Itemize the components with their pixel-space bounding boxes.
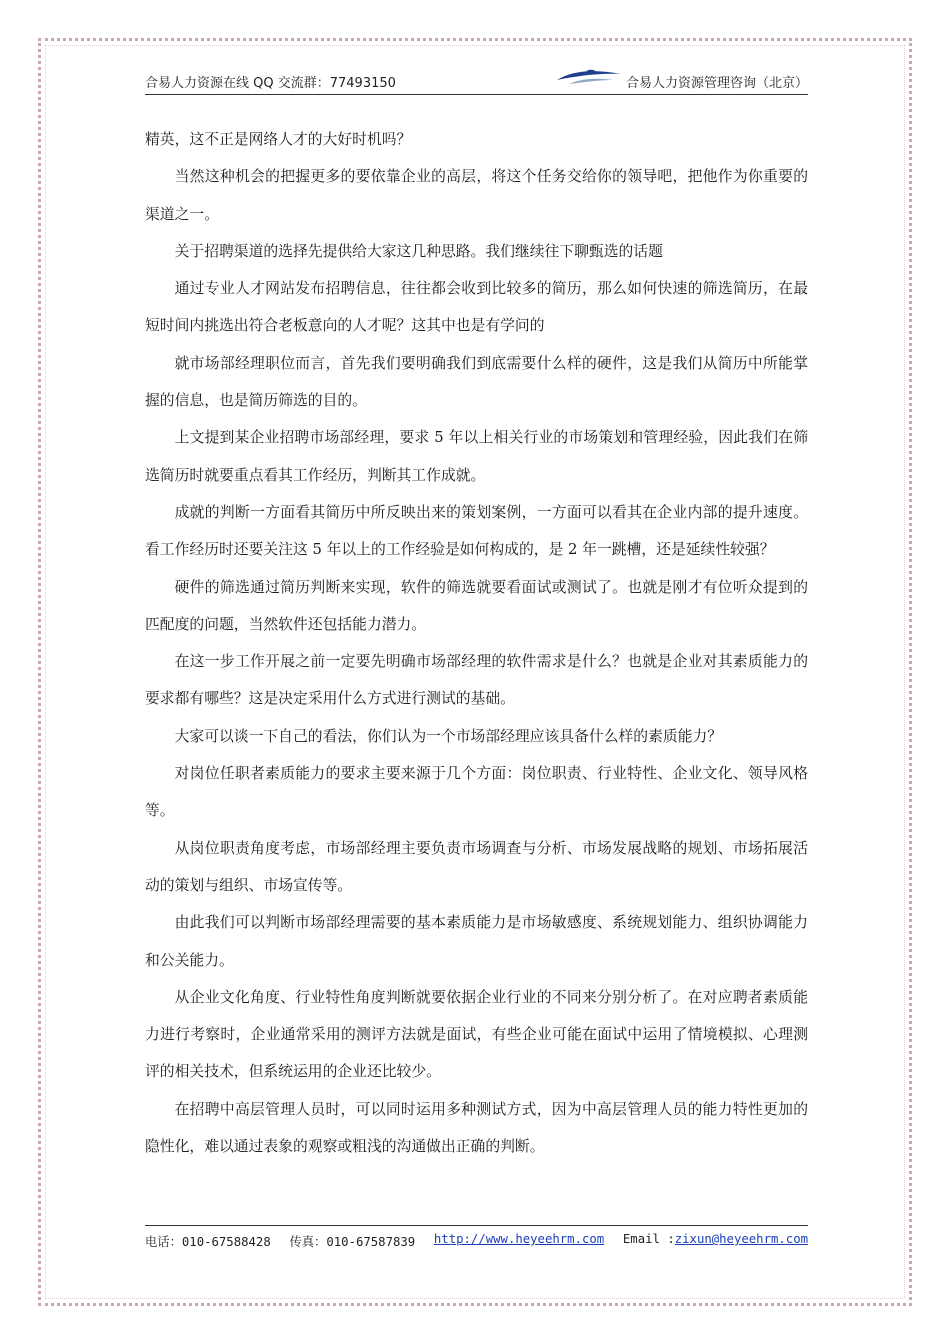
page-footer: [145, 1225, 808, 1250]
paragraph: 关于招聘渠道的选择先提供给大家这几种思路。我们继续往下聊甄选的话题: [174, 242, 663, 260]
paragraph: 成就的判断一方面看其简历中所反映出来的策划案例，一方面可以看其在企业内部的提升速度。看工作经历时还要关注这 5 年以上的工作经验是如何构成的，是 2 年一跳槽，还是延续性较强？: [145, 503, 808, 559]
paragraph: 由此我们可以判断市场部经理需要的基本素质能力是市场敏感度、系统规划能力、组织协调能力和公关能力。: [145, 914, 808, 969]
swoosh-logo-icon: [555, 66, 625, 90]
footer-fax: 传真：010-67587839: [289, 1235, 416, 1249]
paragraph: 从岗位职责角度考虑，市场部经理主要负责市场调查与分析、市场发展战略的规划、市场拓展活动的策划与组织、市场宣传等。: [145, 839, 808, 894]
paragraph: 精英，这不正是网络人才的大好时机吗？: [145, 131, 412, 148]
header-company-name: 合易人力资源管理咨询（北京）: [625, 76, 808, 91]
footer-phone: 电话：010-67588428: [145, 1235, 271, 1249]
footer-email-link[interactable]: zixun@heyeehrm.com: [674, 1232, 808, 1246]
paragraph: 在这一步工作开展之前一定要先明确市场部经理的软件需求是什么？也就是企业对其素质能力的要求都有哪些？这是决定采用什么方式进行测试的基础。: [145, 653, 808, 708]
paragraph: 对岗位任职者素质能力的要求主要来源于几个方面：岗位职责、行业特性、企业文化、领导风格等。: [145, 765, 808, 820]
paragraph: 当然这种机会的把握更多的要依靠企业的高层，将这个任务交给你的领导吧，把他作为你重要的渠道之一。: [145, 168, 808, 223]
footer-email-label: Email :: [622, 1232, 675, 1246]
header-qq-group: 合易人力资源在线 QQ 交流群：77493150: [145, 76, 396, 91]
footer-email: [623, 1232, 808, 1250]
paragraph: 通过专业人才网站发布招聘信息，往往都会收到比较多的简历，那么如何快速的筛选简历，在最短时间内挑选出符合老板意向的人才呢？这其中也是有学问的: [145, 280, 808, 335]
footer-website-link[interactable]: http://www.heyeehrm.com: [433, 1232, 605, 1246]
paragraph: 大家可以谈一下自己的看法，你们认为一个市场部经理应该具备什么样的素质能力？: [174, 727, 723, 745]
page-header: [145, 64, 808, 95]
paragraph: 在招聘中高层管理人员时，可以同时运用多种测试方式，因为中高层管理人员的能力特性更加的隐性化，难以通过表象的观察或粗浅的沟通做出正确的判断。: [145, 1100, 808, 1156]
paragraph: 从企业文化角度、行业特性角度判断就要依据企业行业的不同来分别分析了。在对应聘者素质能力进行考察时，企业通常采用的测评方法就是面试，有些企业可能在面试中运用了情境模拟、心理测评的相关技术，但系统运用的企业还比较少。: [145, 988, 808, 1081]
paragraph: 就市场部经理职位而言，首先我们要明确我们到底需要什么样的硬件，这是我们从简历中所能掌握的信息，也是简历筛选的目的。: [145, 354, 808, 410]
document-body: [145, 121, 808, 1165]
paragraph: 硬件的筛选通过简历判断来实现，软件的筛选就要看面试或测试了。也就是刚才有位听众提到的匹配度的问题，当然软件还包括能力潜力。: [145, 578, 808, 633]
paragraph: 上文提到某企业招聘市场部经理，要求 5 年以上相关行业的市场策划和管理经验，因此我们在筛选简历时就要重点看其工作经历，判断其工作成就。: [145, 429, 808, 484]
